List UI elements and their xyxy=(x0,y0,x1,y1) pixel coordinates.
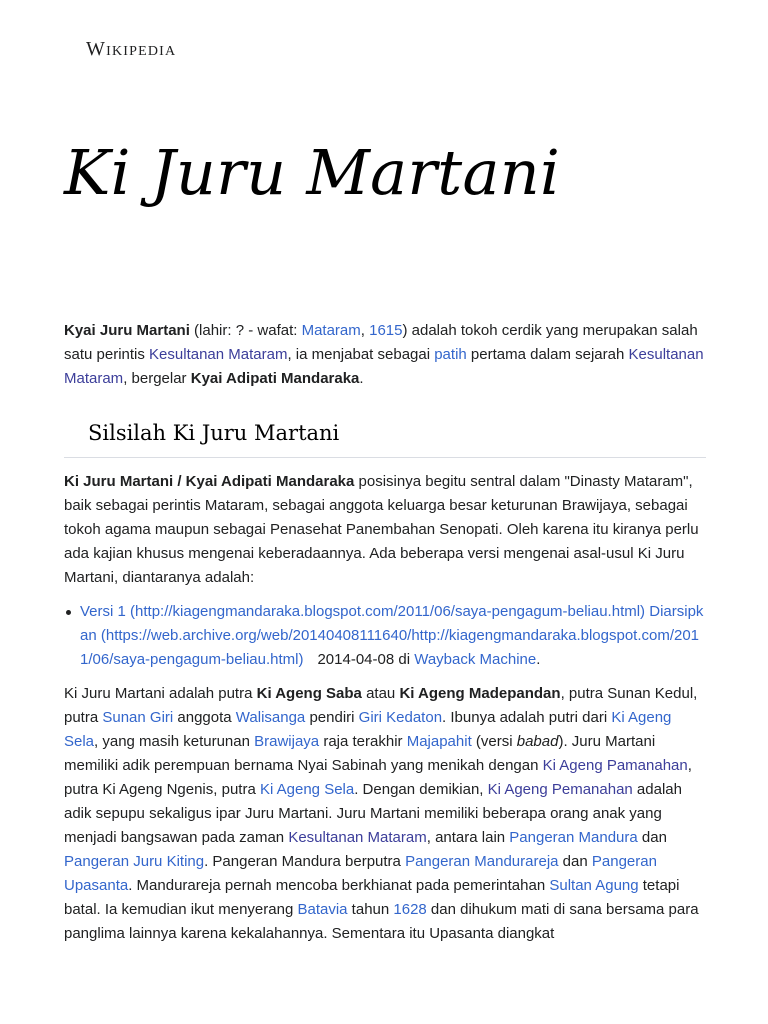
intro-paragraph: Kyai Juru Martani (lahir: ? - wafat: Mataram, 1615) adalah tokoh cerdik yang merupakan salah satu perintis Kesultanan Mataram, ia menjabat sebagai patih pertama dalam sejarah Kesultanan Mataram, bergelar Kyai Adipati Mandaraka. xyxy=(64,322,704,387)
link-ki-ageng-sela[interactable]: Ki Ageng Sela xyxy=(259,781,355,798)
paragraph-silsilah: Ki Juru Martani / Kyai Adipati Mandaraka posisinya begitu sentral dalam "Dinasty Mataram", baik sebagai perintis Mataram, sebagai anggota keluarga besar keturunan Brawijaya, sebagai tokoh agama maupun sebagai Penasehat Panembahan Senopati. Oleh karena itu kiranya perlu ada kajian khusus mengenai keberadaannya. Ada beberapa versi mengenai asal-usul Ki Juru Martani, diantaranya adalah: xyxy=(64,473,699,586)
link-pangeran-mandura[interactable]: Pangeran Mandura xyxy=(509,829,638,846)
link-majapahit[interactable]: Majapahit xyxy=(406,733,472,750)
link-pangeran-upasanta[interactable]: Pangeran Upasanta xyxy=(64,853,657,894)
link-versi-1[interactable]: Versi 1 (http://kiagengmandaraka.blogspot.com/2011/06/saya-pengagum-beliau.html) xyxy=(80,603,646,620)
link-sultan-agung[interactable]: Sultan Agung xyxy=(549,877,639,894)
link-patih[interactable]: patih xyxy=(434,346,467,363)
subject-name: Kyai Juru Martani xyxy=(64,322,190,339)
link-kesultanan-mataram[interactable]: Kesultanan Mataram xyxy=(149,346,288,363)
list-item: Versi 1 (http://kiagengmandaraka.blogspot.com/2011/06/saya-pengagum-beliau.html) Diarsipkan (https://web.archive.org/web/20140408111640/http://kiagengmandaraka.blogspot.com/2011/06/saya-pengagum-beliau.html) 2014-04-08 di Wayback Machine. xyxy=(80,600,706,672)
link-brawijaya[interactable]: Brawijaya xyxy=(254,733,320,750)
source-list xyxy=(64,600,706,672)
link-ki-ageng-pamanahan[interactable]: Ki Ageng Pamanahan xyxy=(542,757,688,774)
link-mataram[interactable]: Mataram xyxy=(301,322,361,339)
section-heading: Silsilah Ki Juru Martani xyxy=(88,421,340,445)
link-wayback-machine[interactable]: Wayback Machine xyxy=(414,651,537,668)
wikipedia-wordmark[interactable]: Wikipedia xyxy=(86,38,177,60)
link-pangeran-mandurareja[interactable]: Pangeran Mandurareja xyxy=(405,853,559,870)
link-ki-ageng-pemanahan[interactable]: Ki Ageng Pemanahan xyxy=(487,781,633,798)
link-1628[interactable]: 1628 xyxy=(393,901,427,918)
heading-divider xyxy=(64,457,706,458)
page-title: Ki Juru Martani xyxy=(64,136,561,209)
link-sunan-giri[interactable]: Sunan Giri xyxy=(102,709,174,726)
link-ki-ageng-sela[interactable]: Ki Ageng Sela xyxy=(64,709,672,750)
link-giri-kedaton[interactable]: Giri Kedaton xyxy=(358,709,443,726)
link-diarsipkan[interactable]: Diarsipkan (https://web.archive.org/web/20140408111640/http://kiagengmandaraka.blogspot.com/2011/06/saya-pengagum-beliau.html) xyxy=(80,603,704,668)
paragraph-genealogy: Ki Juru Martani adalah putra Ki Ageng Saba atau Ki Ageng Madepandan, putra Sunan Kedul, putra Sunan Giri anggota Walisanga pendiri Giri Kedaton. Ibunya adalah putri dari Ki Ageng Sela, yang masih keturunan Brawijaya raja terakhir Majapahit (versi babad). Juru Martani memiliki adik perempuan bernama Nyai Sabinah yang menikah dengan Ki Ageng Pamanahan, putra Ki Ageng Ngenis, putra Ki Ageng Sela. Dengan demikian, Ki Ageng Pemanahan adalah adik sepupu sekaligus ipar Juru Martani. Juru Martani memiliki beberapa orang anak yang menjadi bangsawan pada zaman Kesultanan Mataram, antara lain Pangeran Mandura dan Pangeran Juru Kiting. Pangeran Mandura berputra Pangeran Mandurareja dan Pangeran Upasanta. Mandurareja pernah mencoba berkhianat pada pemerintahan Sultan Agung tetapi batal. Ia kemudian ikut menyerang Batavia tahun 1628 dan dihukum mati di sana bersama para panglima lainnya karena kekalahannya. Sementara itu Upasanta diangkat xyxy=(64,685,699,942)
link-kesultanan-mataram[interactable]: Kesultanan Mataram xyxy=(288,829,427,846)
link-pangeran-juru-kiting[interactable]: Pangeran Juru Kiting xyxy=(64,853,205,870)
article-body xyxy=(64,319,706,946)
link-kesultanan-mataram[interactable]: Kesultanan Mataram xyxy=(64,346,704,387)
subject-title: Kyai Adipati Mandaraka xyxy=(190,370,360,387)
link-walisanga[interactable]: Walisanga xyxy=(235,709,306,726)
link-batavia[interactable]: Batavia xyxy=(297,901,348,918)
link-1615[interactable]: 1615 xyxy=(369,322,403,339)
